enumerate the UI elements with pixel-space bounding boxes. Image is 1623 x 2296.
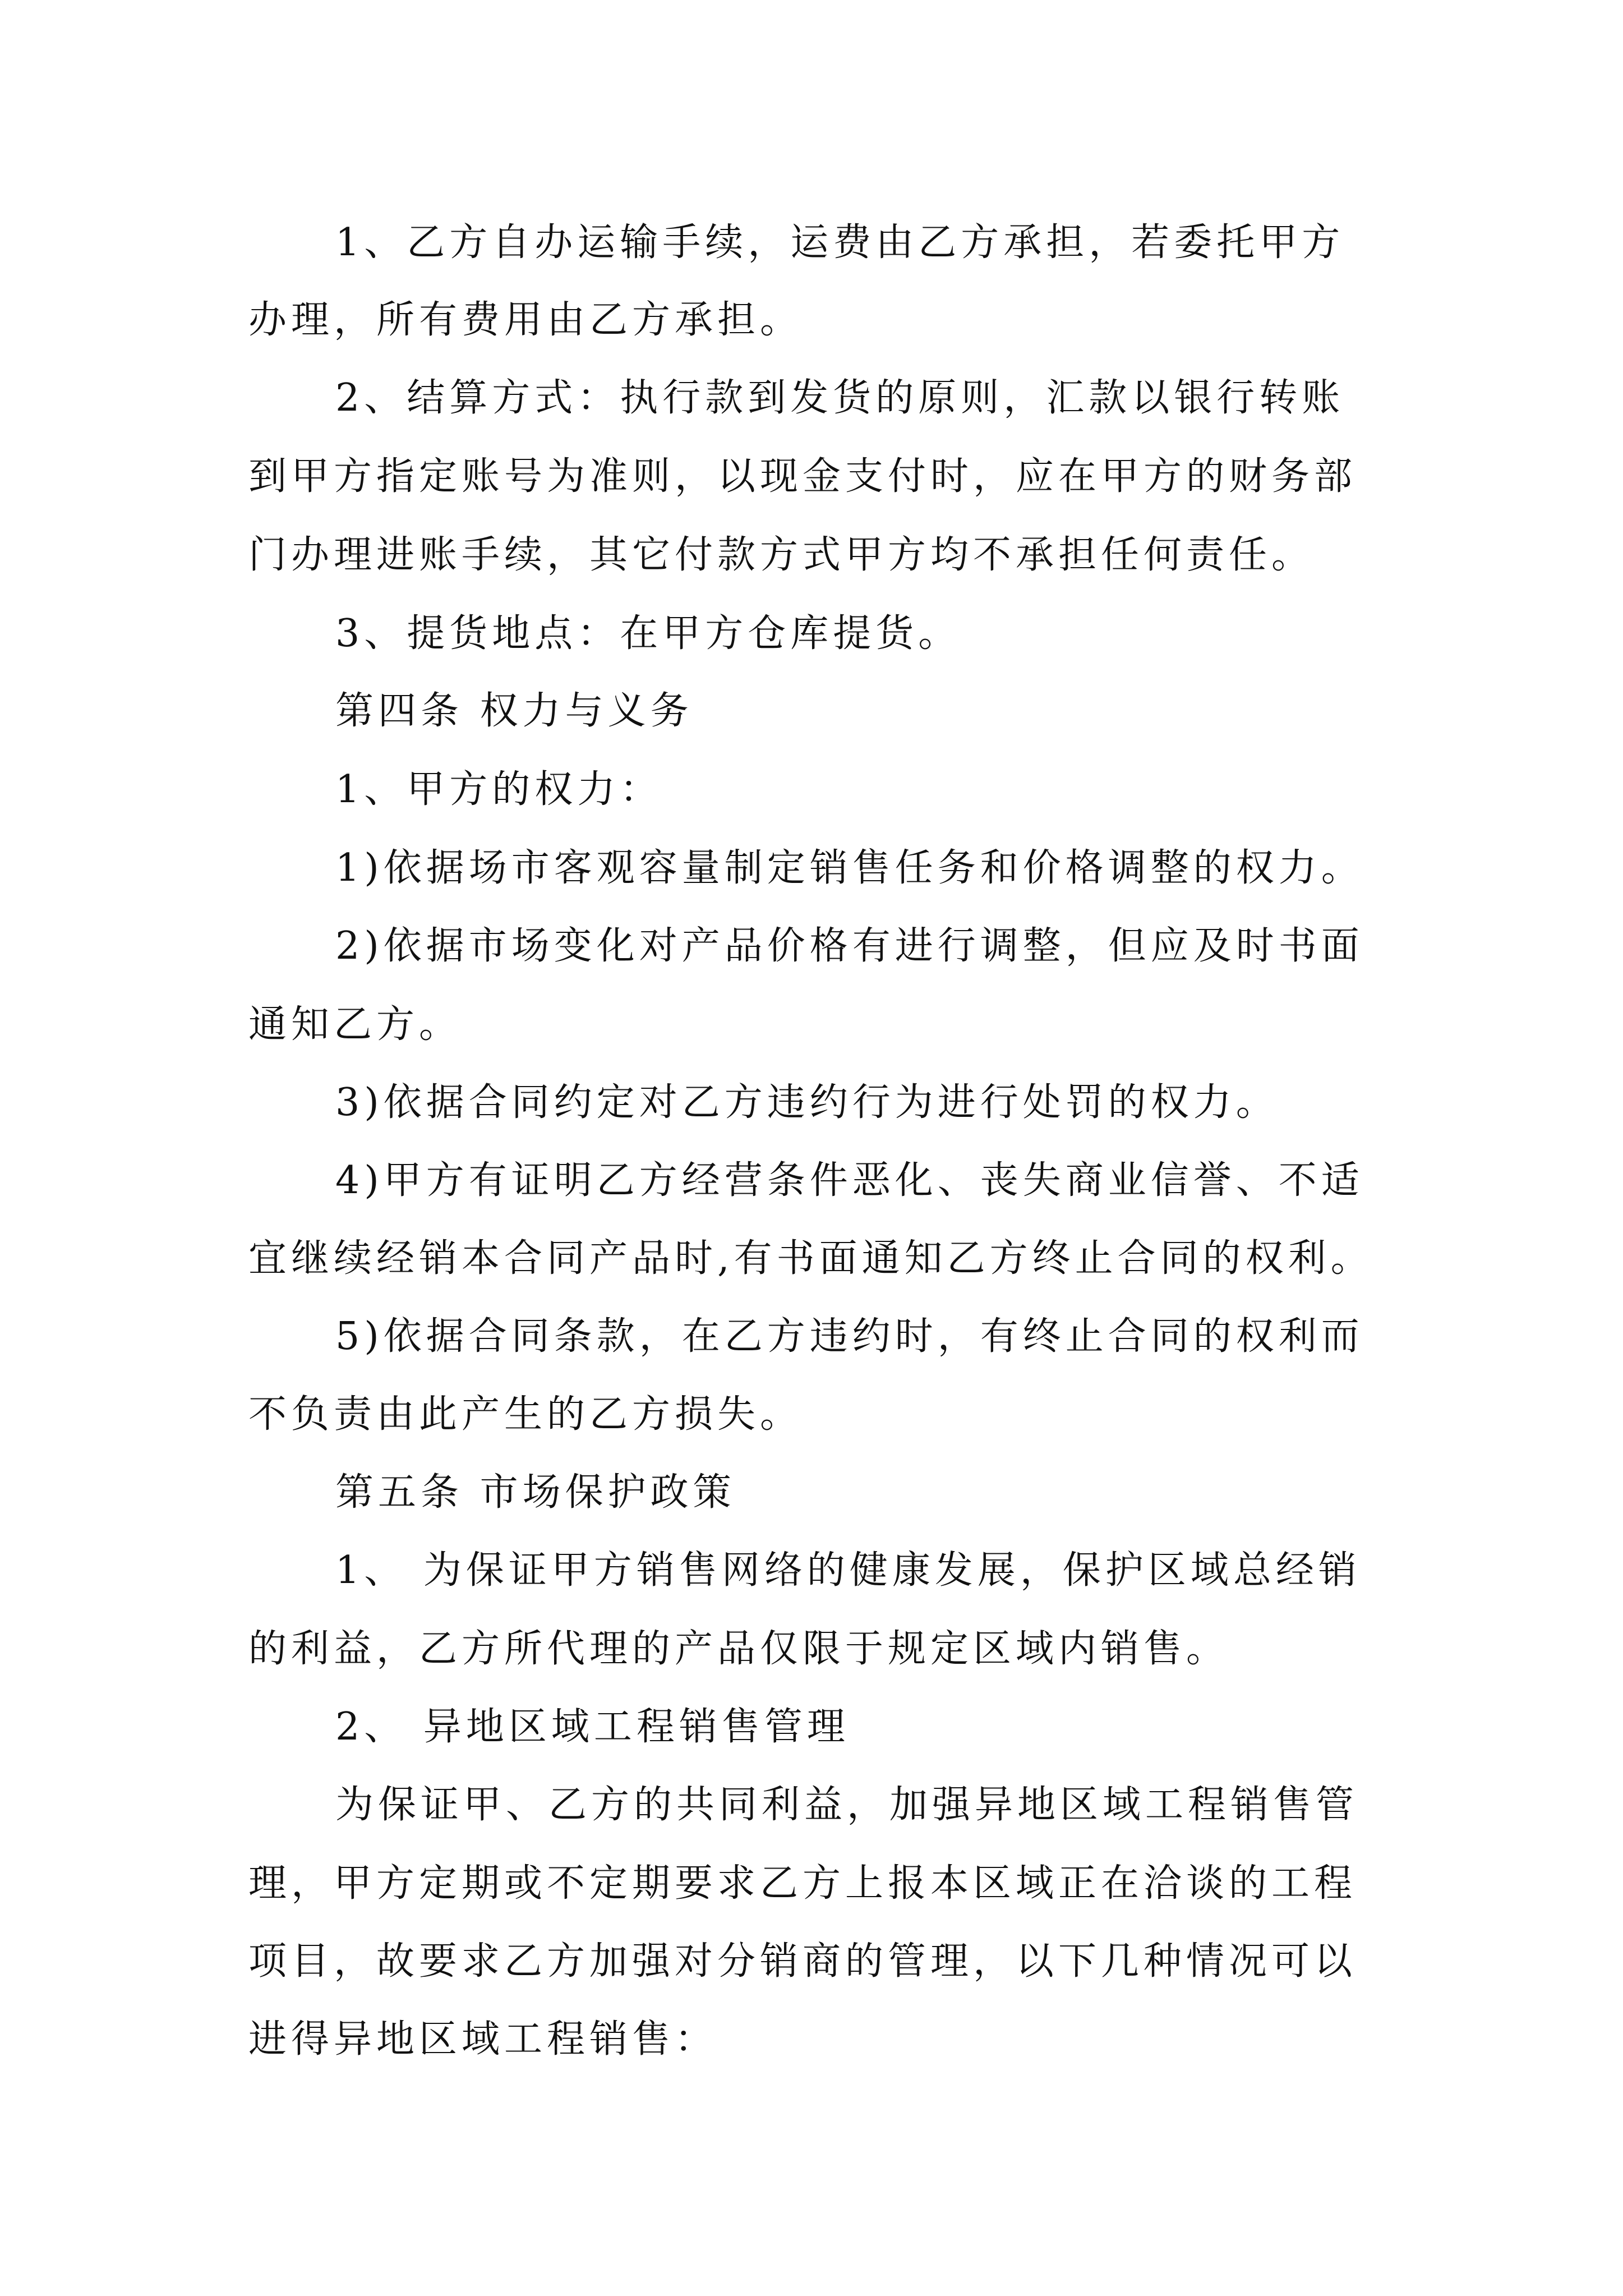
text-line-20: 2、 异地区域工程销售管理 bbox=[335, 1705, 850, 1749]
text-line-13: 4)甲方有证明乙方经营条件恶化、丧失商业信誉、不适 bbox=[335, 1158, 1364, 1203]
text-line-8: 1、甲方的权力： bbox=[335, 767, 663, 812]
text-line-23: 项目，故要求乙方加强对分销商的管理，以下几种情况可以 bbox=[248, 1939, 1357, 1984]
text-line-21: 为保证甲、乙方的共同利益，加强异地区域工程销售管 bbox=[335, 1783, 1359, 1827]
section-heading-5: 第五条 市场保护政策 bbox=[335, 1470, 736, 1515]
text-line-19: 的利益，乙方所代理的产品仅限于规定区域内销售。 bbox=[248, 1627, 1229, 1671]
text-line-6: 3、提货地点：在甲方仓库提货。 bbox=[335, 611, 961, 656]
text-line-14: 宜继续经销本合同产品时,有书面通知乙方终止合同的权利。 bbox=[248, 1236, 1373, 1281]
text-line-15: 5)依据合同条款，在乙方违约时，有终止合同的权利而 bbox=[335, 1314, 1364, 1359]
text-line-16: 不负责由此产生的乙方损失。 bbox=[248, 1392, 803, 1437]
text-line-22: 理，甲方定期或不定期要求乙方上报本区域正在洽谈的工程 bbox=[248, 1861, 1357, 1906]
text-line-3: 2、结算方式：执行款到发货的原则，汇款以银行转账 bbox=[335, 376, 1345, 420]
text-line-4: 到甲方指定账号为准则，以现金支付时，应在甲方的财务部 bbox=[248, 454, 1357, 499]
text-line-12: 3)依据合同约定对乙方违约行为进行处罚的权力。 bbox=[335, 1080, 1279, 1125]
text-line-11: 通知乙方。 bbox=[248, 1002, 462, 1047]
section-heading-4: 第四条 权力与义务 bbox=[335, 689, 693, 733]
text-line-2: 办理，所有费用由乙方承担。 bbox=[248, 298, 803, 342]
text-line-10: 2)依据市场变化对产品价格有进行调整，但应及时书面 bbox=[335, 924, 1364, 968]
text-line-1: 1、乙方自办运输手续，运费由乙方承担，若委托甲方 bbox=[335, 220, 1345, 265]
text-line-5: 门办理进账手续，其它付款方式甲方均不承担任何责任。 bbox=[248, 533, 1315, 577]
text-line-18: 1、 为保证甲方销售网络的健康发展，保护区域总经销 bbox=[335, 1548, 1361, 1593]
text-line-9: 1)依据场市客观容量制定销售任务和价格调整的权力。 bbox=[335, 846, 1364, 890]
text-line-24: 进得异地区域工程销售： bbox=[248, 2017, 718, 2062]
